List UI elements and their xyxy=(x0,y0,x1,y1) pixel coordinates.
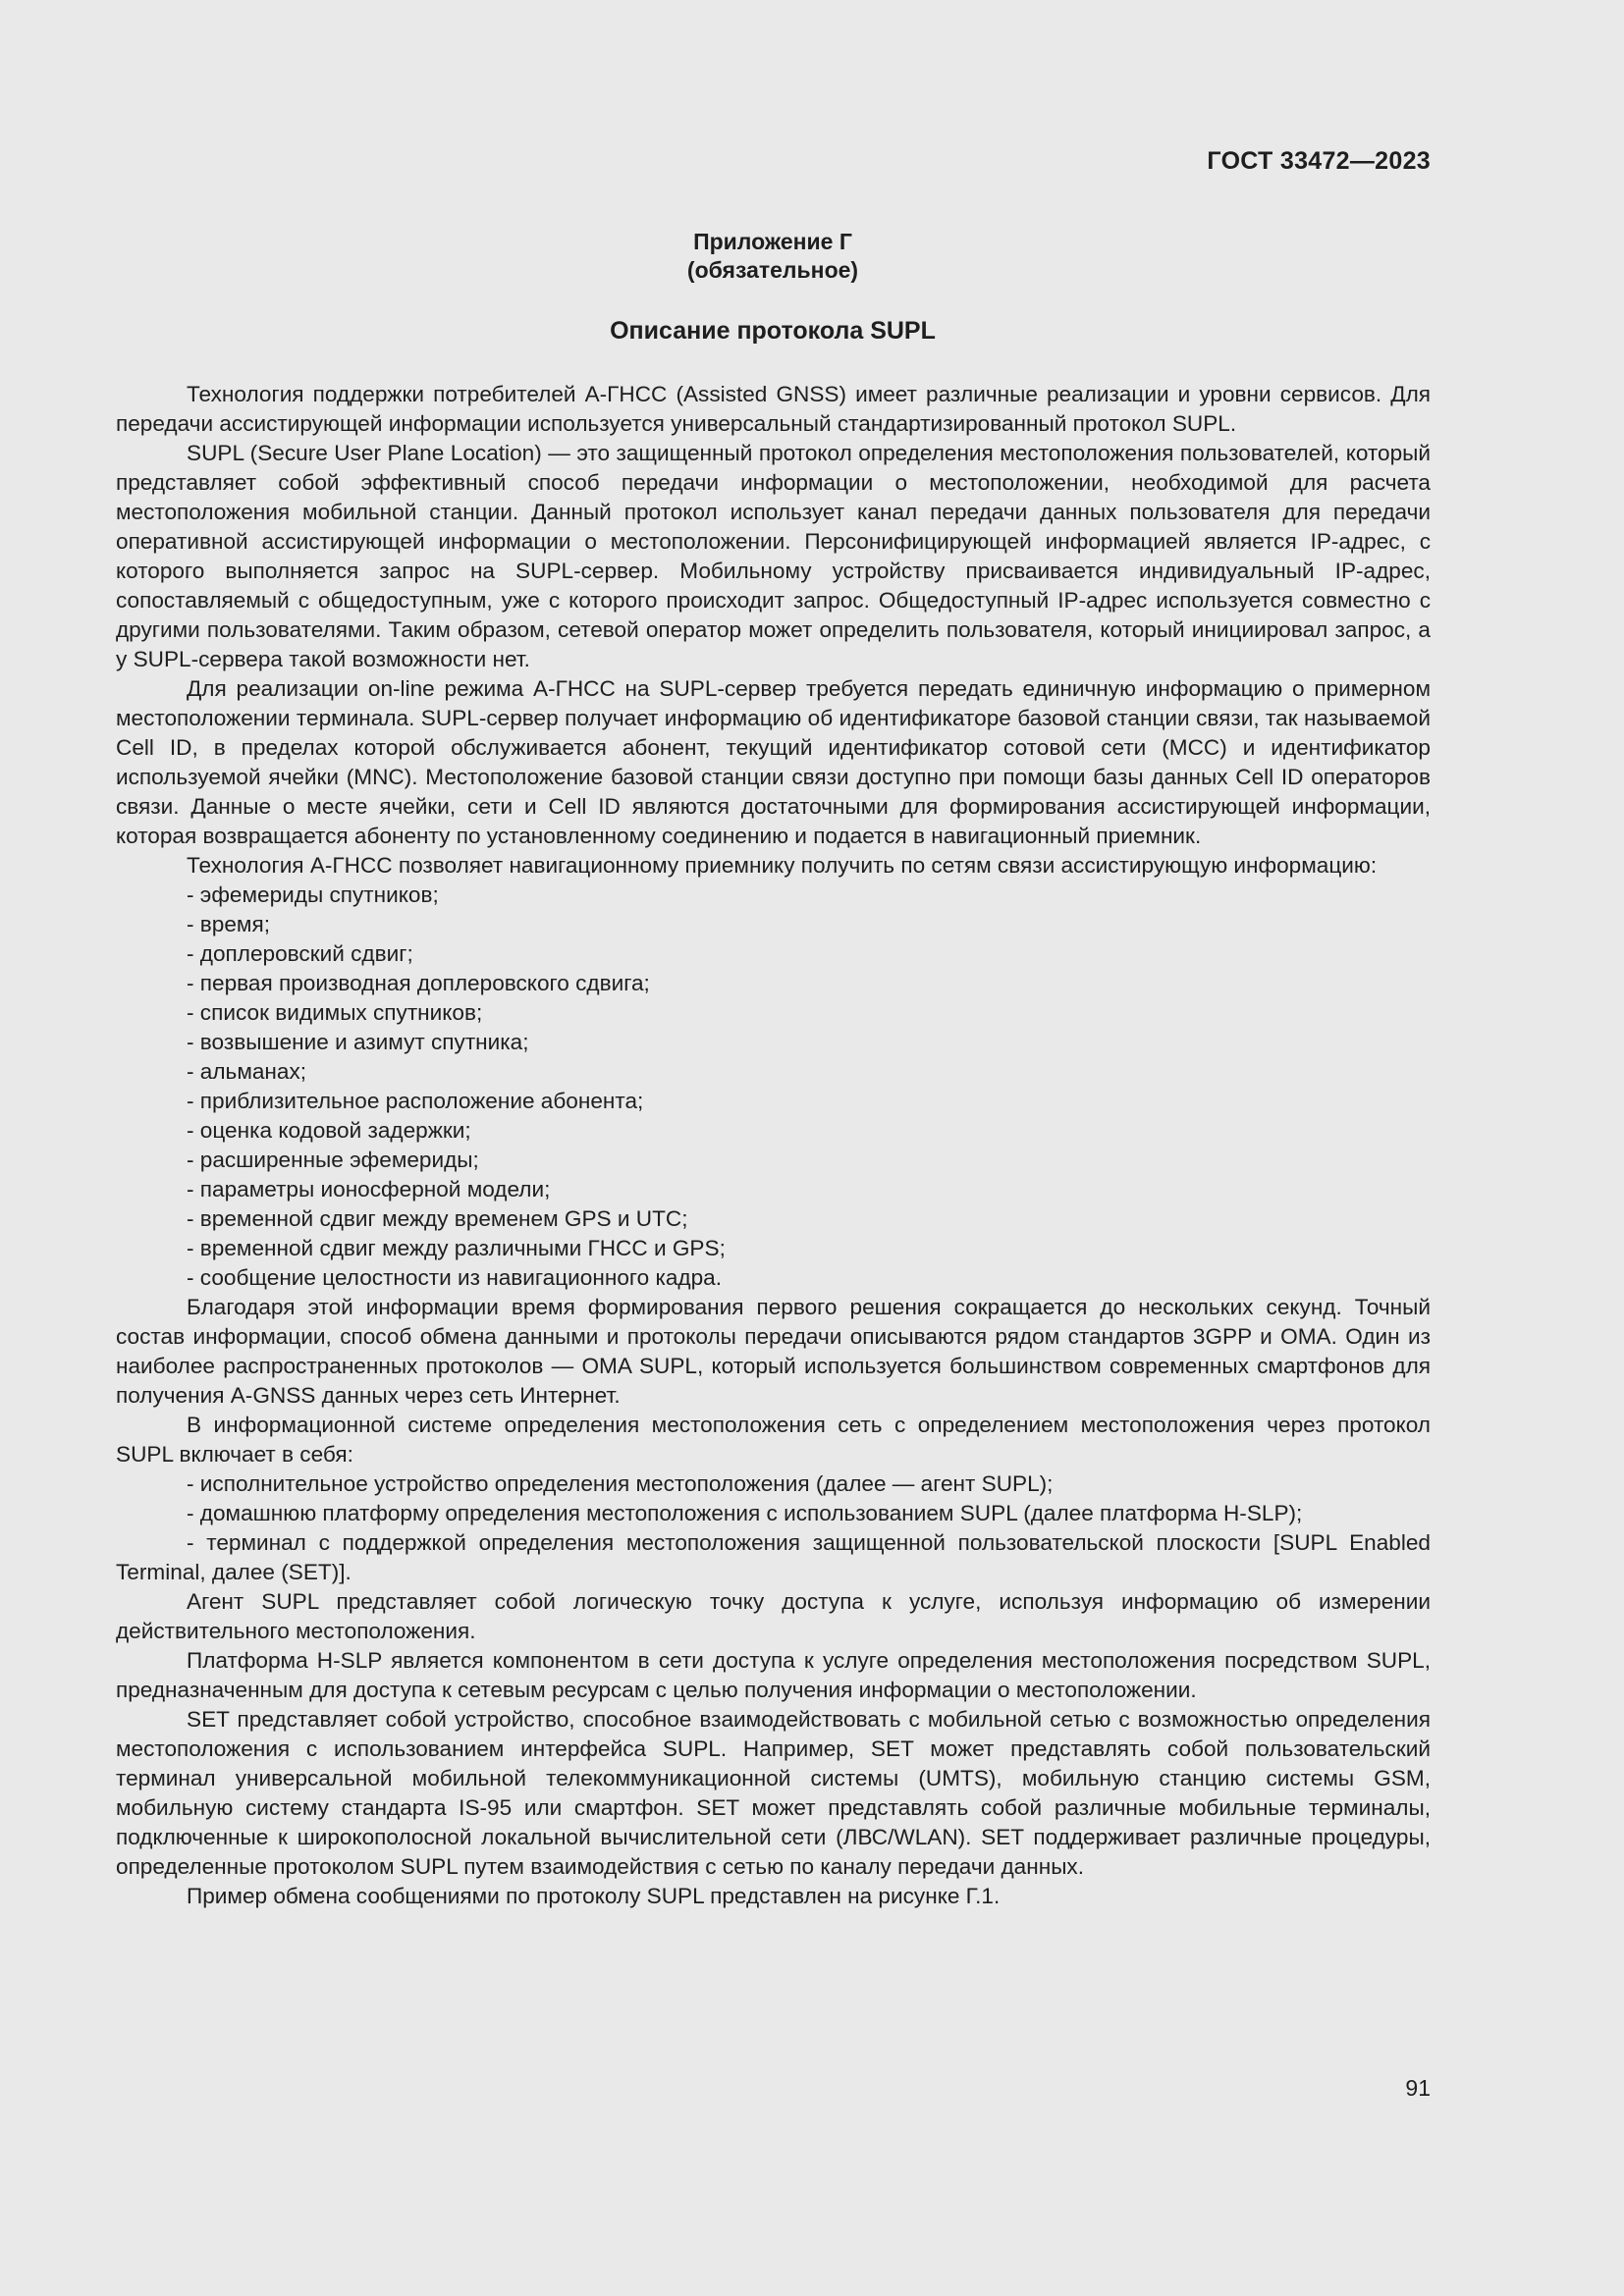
paragraph: SUPL (Secure User Plane Location) — это защищенный протокол определения местоположения пользователей, который представляет собой эффективный способ передачи информации о местоположении, необходимой для расчета местоположения мобильной станции. Данный протокол использует канал передачи данных пользователя для передачи оперативной ассистирующей информации о местоположении. Персонифицирующей информацией является IP-адрес, с которого выполняется запрос на SUPL-сервер. Мобильному устройству присваивается индивидуальный IP-адрес, сопоставляемый с общедоступным, уже с которого происходит запрос. Общедоступный IP-адрес используется совместно с другими пользователями. Таким образом, сетевой оператор может определить пользователя, который инициировал запрос, а у SUPL-сервера такой возможности нет. xyxy=(116,441,1431,671)
paragraph: Агент SUPL представляет собой логическую точку доступа к услуге, используя информацию об измерении действительного местоположения. xyxy=(116,1589,1431,1643)
list-item: - возвышение и азимут спутника; xyxy=(187,1030,529,1054)
list-item: - расширенные эфемериды; xyxy=(187,1148,479,1172)
paragraph: Благодаря этой информации время формирования первого решения сокращается до нескольких секунд. Точный состав информации, способ обмена данными и протоколы передачи описываются рядом стандартов 3GPP и OMA. Один из наиболее распространенных протоколов — OMA SUPL, который используется большинством современных смартфонов для получения A-GNSS данных через сеть Интернет. xyxy=(116,1295,1431,1408)
paragraph: Технология поддержки потребителей А-ГНСС (Assisted GNSS) имеет различные реализации и уровни сервисов. Для передачи ассистирующей информации используется универсальный стандартизированный протокол SUPL. xyxy=(116,382,1431,436)
list-item: - домашнюю платформу определения местоположения с использованием SUPL (далее платформа H-SLP); xyxy=(187,1501,1303,1525)
paragraph: Платформа H-SLP является компонентом в сети доступа к услуге определения местоположения посредством SUPL, предназначенным для доступа к сетевым ресурсам с целью получения информации о местоположении. xyxy=(116,1648,1431,1702)
body-text xyxy=(116,380,1431,1911)
paragraph: SET представляет собой устройство, способное взаимодействовать с мобильной сетью с возможностью определения местоположения с использованием интерфейса SUPL. Например, SET может представлять собой пользовательский терминал универсальной мобильной телекоммуникационной системы (UMTS), мобильную станцию системы GSM, мобильную систему стандарта IS-95 или смартфон. SET может представлять собой различные мобильные терминалы, подключенные к широкополосной локальной вычислительной сети (ЛВС/WLAN). SET поддерживает различные процедуры, определенные протоколом SUPL путем взаимодействия с сетью по каналу передачи данных. xyxy=(116,1707,1431,1879)
list-item: - исполнительное устройство определения местоположения (далее — агент SUPL); xyxy=(187,1471,1054,1496)
list-item: - доплеровский сдвиг; xyxy=(187,941,413,966)
list-item: - приблизительное расположение абонента; xyxy=(187,1089,644,1113)
annex-heading xyxy=(0,228,1545,285)
page-number: 91 xyxy=(1405,2075,1431,2101)
list-item: - временной сдвиг между временем GPS и UTC; xyxy=(187,1206,688,1231)
list-item: - эфемериды спутников; xyxy=(187,882,439,907)
document-code: ГОСТ 33472—2023 xyxy=(1207,147,1431,175)
list-item: - список видимых спутников; xyxy=(187,1000,483,1025)
paragraph: Пример обмена сообщениями по протоколу SUPL представлен на рисунке Г.1. xyxy=(187,1884,1001,1908)
list-item: - оценка кодовой задержки; xyxy=(187,1118,471,1143)
annex-status: (обязательное) xyxy=(686,257,859,283)
list-item: - параметры ионосферной модели; xyxy=(187,1177,551,1201)
list-item: - временной сдвиг между различными ГНСС и GPS; xyxy=(187,1236,726,1260)
section-title: Описание протокола SUPL xyxy=(610,317,936,345)
paragraph: В информационной системе определения местоположения сеть с определением местоположения через протокол SUPL включает в себя: xyxy=(116,1413,1431,1467)
list-item: - альманах; xyxy=(187,1059,307,1084)
annex-title: Приложение Г xyxy=(693,229,852,254)
assist-info-list xyxy=(116,881,1431,1293)
list-item-wrapped: - терминал с поддержкой определения местоположения защищенной пользовательской плоскости [SUPL Enabled Terminal, далее (SET)]. xyxy=(116,1530,1431,1584)
list-item: - время; xyxy=(187,912,270,936)
list-item: - сообщение целостности из навигационного кадра. xyxy=(187,1265,723,1290)
system-components-list xyxy=(116,1469,1431,1528)
list-item: - первая производная доплеровского сдвига; xyxy=(187,971,650,995)
paragraph: Технология А-ГНСС позволяет навигационному приемнику получить по сетям связи ассистирующую информацию: xyxy=(187,853,1378,878)
paragraph: Для реализации on-line режима А-ГНСС на SUPL-сервер требуется передать единичную информацию о примерном местоположении терминала. SUPL-сервер получает информацию об идентификаторе базовой станции связи, так называемой Cell ID, в пределах которой обслуживается абонент, текущий идентификатор сотовой сети (MCC) и идентификатор используемой ячейки (MNC). Местоположение базовой станции связи доступно при помощи базы данных Cell ID операторов связи. Данные о месте ячейки, сети и Cell ID являются достаточными для формирования ассистирующей информации, которая возвращается абоненту по установленному соединению и подается в навигационный приемник. xyxy=(116,676,1431,848)
